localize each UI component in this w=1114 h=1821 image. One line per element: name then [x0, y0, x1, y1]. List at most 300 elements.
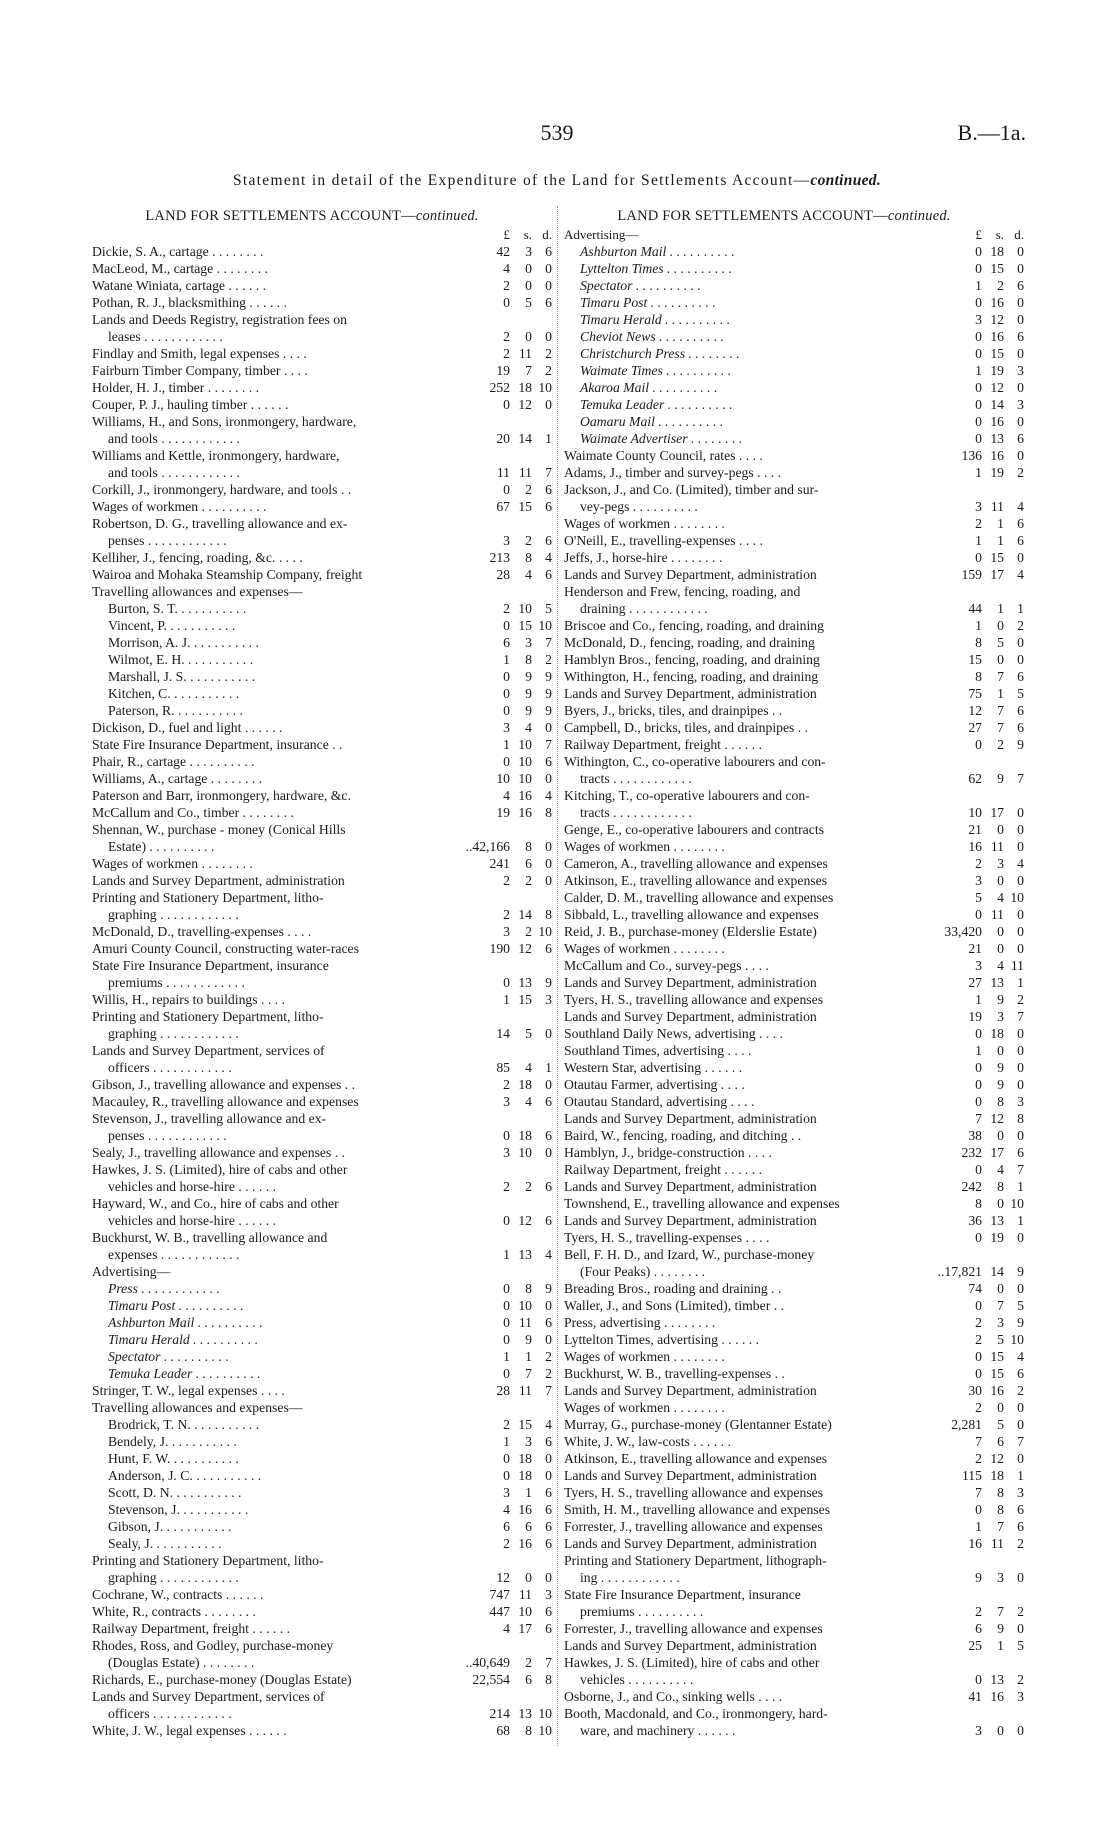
- pence: 7: [545, 635, 552, 650]
- entry-text: ware, and machinery . . . . . .: [580, 1723, 736, 1738]
- ledger-row: [564, 1127, 1024, 1144]
- shillings: 10: [518, 601, 532, 616]
- pence: 8: [1017, 1111, 1024, 1126]
- shillings: 16: [990, 1689, 1004, 1704]
- shillings: s.: [995, 227, 1004, 242]
- shillings: 14: [990, 1264, 1004, 1279]
- ledger-row: [564, 515, 1024, 532]
- pence: [532, 447, 552, 464]
- pence: 5: [1017, 686, 1024, 701]
- pence: d.: [542, 227, 552, 242]
- pounds: 15: [968, 652, 982, 667]
- statement-text: Statement in detail of the Expenditure of the Land for Settlements Account—: [232, 172, 811, 189]
- pence: 6: [1017, 669, 1024, 684]
- pounds: ..17,821: [937, 1264, 982, 1279]
- entry-text: Townshend, E., travelling allowance and expenses: [564, 1196, 840, 1211]
- shillings: 4: [525, 1094, 532, 1109]
- pence: 1: [1017, 1213, 1024, 1228]
- entry-text: Lyttelton Times, advertising . . . . . .: [564, 1332, 760, 1347]
- entry-text: Stevenson, J., travelling allowance and ex-: [92, 1111, 327, 1126]
- pounds: 25: [968, 1638, 982, 1653]
- right-heading-text: LAND FOR SETTLEMENTS ACCOUNT—: [617, 208, 888, 224]
- entry-text: graphing . . . . . . . . . . . .: [108, 1026, 239, 1041]
- pence: 6: [545, 1519, 552, 1534]
- ledger-row: [564, 1620, 1024, 1637]
- pounds: [448, 583, 510, 600]
- ledger-row: [564, 1654, 1024, 1671]
- shillings: 10: [518, 754, 532, 769]
- entry-text: Robertson, D. G., travelling allowance and ex-: [92, 516, 348, 531]
- pence: 2: [1017, 618, 1024, 633]
- entry-text: McCallum and Co., survey-pegs . . . .: [564, 958, 769, 973]
- ledger-row: [564, 838, 1024, 855]
- ledger-row: [564, 1603, 1024, 1620]
- ledger-row: [92, 855, 552, 872]
- shillings: 16: [518, 1502, 532, 1517]
- shillings: [510, 583, 532, 600]
- pounds: 2: [975, 1604, 982, 1619]
- ledger-row: [564, 1093, 1024, 1110]
- shillings: 10: [518, 1604, 532, 1619]
- pence: 7: [1017, 771, 1024, 786]
- ledger-row: [564, 1688, 1024, 1705]
- pounds: 1: [503, 1434, 510, 1449]
- entry-text: Paterson, R. . . . . . . . . . .: [108, 703, 243, 718]
- ledger-row: [564, 600, 1024, 617]
- entry-text: Macauley, R., travelling allowance and expenses: [92, 1094, 359, 1109]
- shillings: [510, 1161, 532, 1178]
- entry-text: vey-pegs . . . . . . . . . .: [580, 499, 698, 514]
- entry-text: officers . . . . . . . . . . . .: [108, 1060, 232, 1075]
- ledger-row: [564, 974, 1024, 991]
- pounds: ..42,166: [465, 839, 510, 854]
- pence: [532, 413, 552, 430]
- pence: 6: [545, 567, 552, 582]
- entry-text: Western Star, advertising . . . . . .: [564, 1060, 743, 1075]
- ledger-row: [564, 566, 1024, 583]
- pence: 4: [1017, 567, 1024, 582]
- left-ledger: [92, 226, 552, 1739]
- shillings: 18: [518, 1128, 532, 1143]
- pounds: 85: [496, 1060, 510, 1075]
- shillings: 13: [518, 975, 532, 990]
- ledger-row: [564, 719, 1024, 736]
- shillings: 16: [518, 805, 532, 820]
- pounds: 3: [503, 533, 510, 548]
- ledger-row: [92, 974, 552, 991]
- pounds: 0: [503, 1213, 510, 1228]
- shillings: 3: [525, 244, 532, 259]
- shillings: [982, 583, 1004, 600]
- pence: 9: [545, 703, 552, 718]
- ledger-row: [564, 1399, 1024, 1416]
- pence: [532, 957, 552, 974]
- shillings: 8: [997, 1485, 1004, 1500]
- entry-text: Waimate Times . . . . . . . . . .: [580, 363, 732, 378]
- pounds: 14: [496, 1026, 510, 1041]
- pence: 6: [545, 1502, 552, 1517]
- pence: 0: [1017, 635, 1024, 650]
- shillings: 4: [997, 1162, 1004, 1177]
- shillings: 18: [990, 1468, 1004, 1483]
- shillings: 8: [525, 550, 532, 565]
- entry-text: Breading Bros., roading and draining . .: [564, 1281, 782, 1296]
- pounds: 21: [968, 941, 982, 956]
- pence: [532, 583, 552, 600]
- pence: 3: [1017, 1689, 1024, 1704]
- pence: 0: [1017, 1128, 1024, 1143]
- pence: [532, 1008, 552, 1025]
- ledger-row: [92, 702, 552, 719]
- shillings: 18: [990, 1026, 1004, 1041]
- ledger-row: [92, 651, 552, 668]
- pounds: 8: [975, 669, 982, 684]
- shillings: 15: [518, 499, 532, 514]
- shillings: 9: [997, 771, 1004, 786]
- pounds: [448, 311, 510, 328]
- shillings: 0: [997, 1043, 1004, 1058]
- ledger-row: [92, 923, 552, 940]
- ledger-row: [564, 1178, 1024, 1195]
- shillings: 18: [518, 1451, 532, 1466]
- pounds: 0: [975, 397, 982, 412]
- shillings: 9: [525, 669, 532, 684]
- pence: 3: [545, 992, 552, 1007]
- entry-text: Baird, W., fencing, roading, and ditching . .: [564, 1128, 802, 1143]
- pounds: [448, 1552, 510, 1569]
- entry-text: Temuka Leader . . . . . . . . . .: [108, 1366, 261, 1381]
- ledger-row: [92, 1093, 552, 1110]
- pence: 0: [1017, 1281, 1024, 1296]
- pence: 6: [545, 1621, 552, 1636]
- shillings: 1: [997, 686, 1004, 701]
- pence: 0: [1017, 448, 1024, 463]
- entry-text: draining . . . . . . . . . . . .: [580, 601, 708, 616]
- pence: 6: [1017, 1145, 1024, 1160]
- pounds: 1: [975, 1519, 982, 1534]
- ledger-row: [92, 328, 552, 345]
- ledger-row: [564, 1314, 1024, 1331]
- ledger-row: [92, 1263, 552, 1280]
- shillings: [510, 889, 532, 906]
- ledger-row: [564, 1518, 1024, 1535]
- ledger-row: [92, 1348, 552, 1365]
- entry-text: penses . . . . . . . . . . . .: [108, 1128, 227, 1143]
- pounds: 2: [975, 1451, 982, 1466]
- pounds: 1: [975, 1043, 982, 1058]
- ledger-row: [564, 1229, 1024, 1246]
- pence: [532, 1688, 552, 1705]
- ledger-row: [92, 1688, 552, 1705]
- entry-text: expenses . . . . . . . . . . . .: [108, 1247, 240, 1262]
- pounds: 0: [503, 975, 510, 990]
- shillings: 19: [990, 465, 1004, 480]
- pounds: [448, 1399, 510, 1416]
- shillings: 15: [990, 1349, 1004, 1364]
- shillings: 0: [997, 1723, 1004, 1738]
- entry-text: Scott, D. N. . . . . . . . . . .: [108, 1485, 242, 1500]
- pounds: 2: [975, 856, 982, 871]
- shillings: 17: [518, 1621, 532, 1636]
- pounds: 2: [503, 1417, 510, 1432]
- right-heading-continued: continued.: [887, 208, 951, 224]
- pence: 0: [1017, 414, 1024, 429]
- pence: 5: [1017, 1298, 1024, 1313]
- shillings: 6: [997, 1434, 1004, 1449]
- ledger-row: [564, 804, 1024, 821]
- entry-text: Briscoe and Co., fencing, roading, and draining: [564, 618, 824, 633]
- statement-title: [0, 172, 1114, 190]
- pence: 6: [545, 1315, 552, 1330]
- pounds: [920, 753, 982, 770]
- entry-text: Hawkes, J. S. (Limited), hire of cabs and other: [92, 1162, 348, 1177]
- entry-text: Spectator . . . . . . . . . .: [580, 278, 701, 293]
- shillings: 11: [990, 839, 1004, 854]
- shillings: 15: [990, 550, 1004, 565]
- pounds: 2: [975, 516, 982, 531]
- pounds: 0: [975, 380, 982, 395]
- ledger-row: [92, 1229, 552, 1246]
- entry-text: Williams and Kettle, ironmongery, hardware,: [92, 448, 340, 463]
- pence: 6: [545, 754, 552, 769]
- entry-text: Wilmot, E. H. . . . . . . . . . .: [108, 652, 254, 667]
- entry-text: (Four Peaks) . . . . . . . .: [580, 1264, 706, 1279]
- pounds: 159: [961, 567, 982, 582]
- entry-text: Railway Department, freight . . . . . .: [564, 1162, 763, 1177]
- entry-text: Lands and Survey Department, services of: [92, 1043, 325, 1058]
- pence: 10: [538, 1723, 552, 1738]
- entry-text: premiums . . . . . . . . . .: [580, 1604, 704, 1619]
- pence: [532, 1637, 552, 1654]
- pounds: 1: [975, 465, 982, 480]
- entry-text: Cameron, A., travelling allowance and expenses: [564, 856, 828, 871]
- pence: 0: [545, 1332, 552, 1347]
- ledger-row: [92, 464, 552, 481]
- entry-text: Otautau Farmer, advertising . . . .: [564, 1077, 745, 1092]
- entry-text: Advertising—: [92, 1264, 171, 1279]
- pence: 0: [1017, 261, 1024, 276]
- pounds: 1: [975, 363, 982, 378]
- shillings: 17: [990, 567, 1004, 582]
- shillings: 19: [990, 363, 1004, 378]
- ledger-row: [92, 447, 552, 464]
- left-heading-continued: continued.: [415, 208, 479, 224]
- pounds: [448, 1195, 510, 1212]
- pounds: 0: [503, 686, 510, 701]
- ledger-row: [564, 226, 1024, 243]
- pence: 6: [545, 533, 552, 548]
- shillings: 12: [518, 397, 532, 412]
- pence: [1004, 1654, 1024, 1671]
- pence: 6: [545, 1179, 552, 1194]
- ledger-row: [92, 379, 552, 396]
- pounds: [920, 1246, 982, 1263]
- pence: 0: [545, 839, 552, 854]
- pounds: [920, 1586, 982, 1603]
- shillings: 8: [997, 1179, 1004, 1194]
- shillings: [982, 1586, 1004, 1603]
- ledger-row: [564, 498, 1024, 515]
- ledger-row: [92, 787, 552, 804]
- pence: 0: [1017, 1451, 1024, 1466]
- ledger-row: [92, 532, 552, 549]
- pounds: 0: [503, 703, 510, 718]
- entry-text: ing . . . . . . . . . . . .: [580, 1570, 680, 1585]
- entry-text: graphing . . . . . . . . . . . .: [108, 907, 239, 922]
- shillings: 9: [525, 1332, 532, 1347]
- ledger-row: [92, 1076, 552, 1093]
- pence: 0: [545, 1468, 552, 1483]
- pounds: 6: [503, 1519, 510, 1534]
- pounds: 6: [503, 635, 510, 650]
- pence: 0: [545, 856, 552, 871]
- pounds: 0: [503, 618, 510, 633]
- ledger-row: [564, 1484, 1024, 1501]
- ledger-row: [564, 1042, 1024, 1059]
- shillings: 7: [997, 1298, 1004, 1313]
- pounds: 2: [975, 1315, 982, 1330]
- statement-continued: continued.: [810, 172, 882, 189]
- shillings: 3: [525, 635, 532, 650]
- ledger-row: [564, 1008, 1024, 1025]
- pounds: 1: [503, 652, 510, 667]
- ledger-row: [92, 1212, 552, 1229]
- entry-text: Wairoa and Mohaka Steamship Company, freight: [92, 567, 363, 582]
- entry-text: O'Neill, E., travelling-expenses . . . .: [564, 533, 763, 548]
- entry-text: vehicles and horse-hire . . . . . .: [108, 1179, 276, 1194]
- ledger-row: [564, 1705, 1024, 1722]
- shillings: [510, 1110, 532, 1127]
- shillings: 9: [525, 703, 532, 718]
- shillings: 7: [997, 669, 1004, 684]
- pence: [532, 1042, 552, 1059]
- pence: 9: [545, 669, 552, 684]
- pence: 10: [538, 924, 552, 939]
- shillings: 10: [518, 771, 532, 786]
- entry-text: Byers, J., bricks, tiles, and drainpipes . .: [564, 703, 783, 718]
- pounds: [448, 889, 510, 906]
- shillings: 18: [518, 1077, 532, 1092]
- ledger-row: [564, 1722, 1024, 1739]
- entry-text: Reid, J. B., purchase-money (Elderslie Estate): [564, 924, 817, 939]
- shillings: 9: [997, 1060, 1004, 1075]
- entry-text: Kelliher, J., fencing, roading, &c. . . . .: [92, 550, 303, 565]
- pounds: 8: [975, 1196, 982, 1211]
- pounds: 74: [968, 1281, 982, 1296]
- pence: 10: [1010, 890, 1024, 905]
- shillings: 12: [990, 1451, 1004, 1466]
- entry-text: Jeffs, J., horse-hire . . . . . . . .: [564, 550, 723, 565]
- ledger-row: [564, 413, 1024, 430]
- ledger-row: [92, 1620, 552, 1637]
- shillings: 10: [518, 1145, 532, 1160]
- pounds: 0: [975, 295, 982, 310]
- pence: 6: [545, 482, 552, 497]
- pence: [532, 1263, 552, 1280]
- pounds: 28: [496, 1383, 510, 1398]
- shillings: 8: [997, 1502, 1004, 1517]
- shillings: 0: [997, 652, 1004, 667]
- ledger-row: [564, 617, 1024, 634]
- pence: 0: [545, 397, 552, 412]
- pounds: 7: [975, 1111, 982, 1126]
- shillings: 5: [997, 1332, 1004, 1347]
- ledger-row: [564, 634, 1024, 651]
- ledger-row: [92, 243, 552, 260]
- ledger-row: [92, 1484, 552, 1501]
- entry-text: Corkill, J., ironmongery, hardware, and tools . .: [92, 482, 352, 497]
- shillings: 13: [990, 1672, 1004, 1687]
- shillings: 11: [518, 1315, 532, 1330]
- shillings: 0: [525, 1570, 532, 1585]
- shillings: 15: [518, 618, 532, 633]
- pounds: 22,554: [472, 1672, 510, 1687]
- pounds: [448, 1637, 510, 1654]
- entry-text: Tyers, H. S., travelling allowance and expenses: [564, 992, 824, 1007]
- pence: 2: [545, 346, 552, 361]
- shillings: 5: [525, 295, 532, 310]
- ledger-row: [564, 1671, 1024, 1688]
- pounds: 0: [503, 1298, 510, 1313]
- pence: 2: [545, 1366, 552, 1381]
- ledger-row: [92, 668, 552, 685]
- pence: 6: [1017, 1502, 1024, 1517]
- shillings: [510, 311, 532, 328]
- shillings: 18: [518, 380, 532, 395]
- ledger-row: [564, 583, 1024, 600]
- pounds: 4: [503, 1621, 510, 1636]
- entry-text: Lands and Survey Department, administration: [564, 1536, 817, 1551]
- shillings: 3: [525, 1434, 532, 1449]
- pence: 6: [545, 1213, 552, 1228]
- shillings: 0: [525, 261, 532, 276]
- ledger-row: [92, 583, 552, 600]
- entry-text: Lands and Survey Department, administration: [564, 686, 817, 701]
- shillings: [510, 1688, 532, 1705]
- pence: [532, 1552, 552, 1569]
- entry-text: Ashburton Mail . . . . . . . . . .: [108, 1315, 263, 1330]
- ledger-row: [92, 277, 552, 294]
- entry-text: Lands and Survey Department, administration: [564, 1638, 817, 1653]
- pence: 0: [545, 1145, 552, 1160]
- entry-text: Smith, H. M., travelling allowance and expenses: [564, 1502, 831, 1517]
- pounds: 1: [975, 533, 982, 548]
- entry-text: tracts . . . . . . . . . . . .: [580, 805, 692, 820]
- shillings: 0: [997, 873, 1004, 888]
- ledger-row: [92, 617, 552, 634]
- entry-text: Pothan, R. J., blacksmithing . . . . . .: [92, 295, 288, 310]
- ledger-row: [92, 770, 552, 787]
- entry-text: Paterson and Barr, ironmongery, hardware, &c.: [92, 788, 351, 803]
- entry-text: McCallum and Co., timber . . . . . . . .: [92, 805, 294, 820]
- pence: 10: [1010, 1196, 1024, 1211]
- pounds: 27: [968, 975, 982, 990]
- pence: 6: [1017, 278, 1024, 293]
- entry-text: [92, 226, 448, 243]
- pounds: 20: [496, 431, 510, 446]
- pounds: 0: [975, 1230, 982, 1245]
- pence: 9: [545, 1281, 552, 1296]
- pounds: 7: [975, 1434, 982, 1449]
- pence: 8: [545, 805, 552, 820]
- pounds: 0: [975, 737, 982, 752]
- ledger-row: [564, 311, 1024, 328]
- pence: 6: [1017, 1366, 1024, 1381]
- pence: [1004, 1705, 1024, 1722]
- ledger-row: [564, 464, 1024, 481]
- entry-text: Printing and Stationery Department, litho-: [92, 1553, 324, 1568]
- ledger-row: [92, 1535, 552, 1552]
